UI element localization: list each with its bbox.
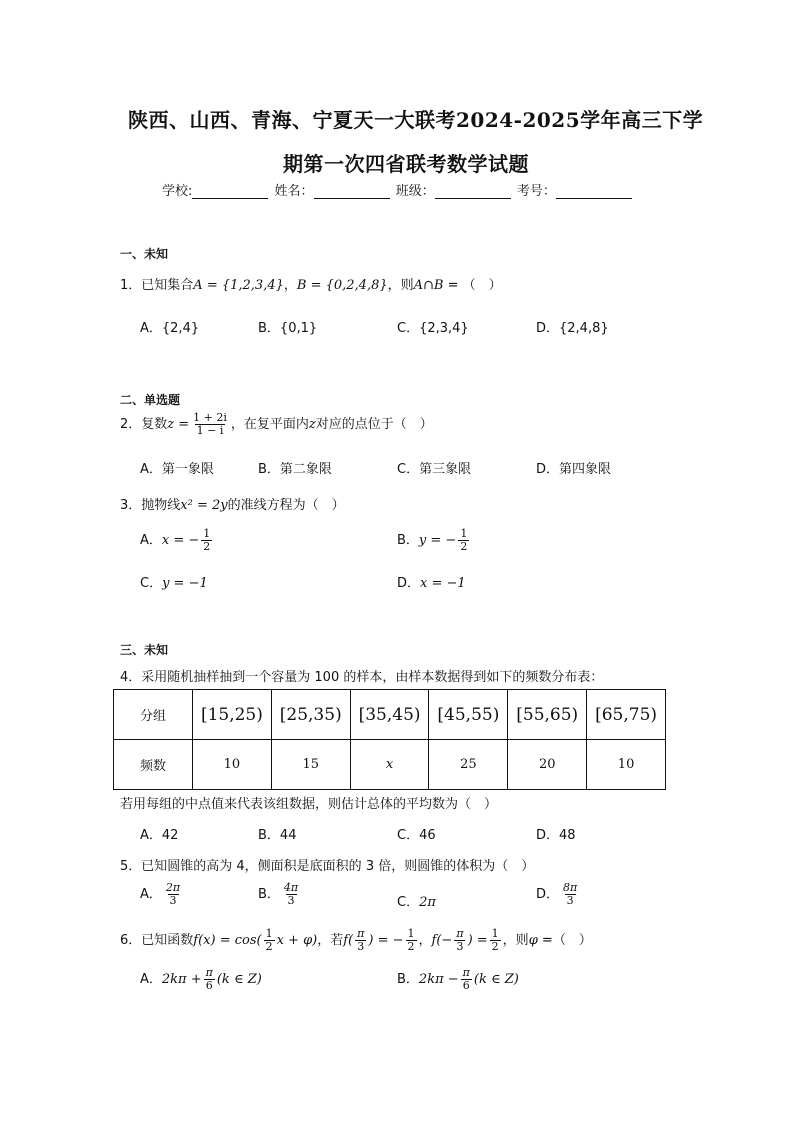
variable-phi: φ [528, 933, 538, 948]
variable-z: z [308, 417, 316, 432]
question-text: ，则 [502, 933, 529, 948]
q3-option-c [140, 572, 208, 591]
condition-expr: f( [343, 933, 354, 948]
question-number: 3． [120, 498, 142, 513]
complex-fraction [191, 412, 229, 437]
half-fraction [264, 928, 275, 953]
pi-sixth-fraction [461, 967, 472, 992]
q5-option-d [536, 882, 581, 907]
question-text: 已知集合 [141, 278, 194, 293]
fraction-numerator: 2π [165, 881, 181, 894]
table-cell-count: 25 [429, 740, 508, 790]
set-b: B = {0,2,4,8} [296, 278, 388, 293]
option-fraction [282, 882, 300, 907]
table-cell-interval: [15,25) [193, 690, 272, 740]
option-expr: (k ∈ Z) [216, 972, 262, 987]
option-label: C． [397, 895, 420, 910]
question-5 [120, 855, 534, 874]
fraction-denominator: 2 [407, 940, 415, 953]
question-number: 1． [120, 278, 142, 293]
question-text: 已知圆锥的高为 4，侧面积是底面积的 3 倍，则圆锥的体积为（ ） [141, 859, 535, 874]
section-heading-1: 一、未知 [120, 247, 169, 261]
table-cell-interval: [65,75) [587, 690, 666, 740]
intersection-expr: A∩B [413, 278, 444, 293]
fraction-numerator: 1 [407, 927, 415, 940]
q4-option-d: D．48 [536, 828, 576, 843]
frequency-table [113, 689, 666, 790]
fraction-numerator: π [357, 927, 365, 940]
q1-option-c: C．{2,3,4} [397, 321, 469, 336]
q5-option-b [258, 882, 302, 907]
half-fraction [201, 528, 212, 553]
option-label: D． [397, 576, 421, 591]
question-number: 5． [120, 859, 142, 874]
table-cell-count: 10 [193, 740, 272, 790]
function-def: x + φ) [276, 933, 318, 948]
q4-followup: 若用每组的中点值来代表该组数据，则估计总体的平均数为（ ） [120, 797, 498, 812]
pi-third-fraction [454, 928, 465, 953]
question-number: 2． [120, 417, 142, 432]
school-blank[interactable] [192, 184, 268, 199]
table-cell-count: 10 [587, 740, 666, 790]
half-fraction [406, 928, 417, 953]
question-text: 抛物线 [141, 498, 181, 513]
half-fraction [458, 528, 469, 553]
condition-expr: f(− [431, 933, 453, 948]
complex-lhs: z = [167, 417, 190, 432]
section-heading-2: 二、单选题 [120, 393, 181, 407]
table-cell-interval: [25,35) [271, 690, 350, 740]
q4-option-a: A．42 [140, 828, 179, 843]
fraction-numerator: 1 [491, 927, 499, 940]
table-cell-interval: [55,65) [508, 690, 587, 740]
q1-option-a: A．{2,4} [140, 321, 200, 336]
fraction-numerator: 4π [283, 881, 299, 894]
name-label: 姓名： [274, 184, 314, 199]
q6-option-a [140, 967, 262, 992]
option-expr: x = − [161, 533, 200, 548]
fraction-numerator: 1 [203, 527, 211, 540]
name-blank[interactable] [314, 184, 390, 199]
fraction-denominator: 3 [456, 940, 464, 953]
question-2 [120, 412, 433, 437]
question-4 [120, 666, 603, 685]
set-a: A = {1,2,3,4} [193, 278, 284, 293]
parabola-equation: x² = 2y [180, 498, 228, 513]
fraction-denominator: 3 [287, 894, 295, 907]
option-expr: y = − [418, 533, 457, 548]
fraction-denominator: 2 [265, 940, 273, 953]
fraction-denominator: 3 [357, 940, 365, 953]
option-label: B． [258, 887, 280, 902]
fraction-denominator: 2 [460, 540, 468, 553]
fraction-denominator: 1 − i [196, 424, 224, 437]
q2-option-c: C．第三象限 [397, 462, 472, 477]
q5-option-a [140, 882, 184, 907]
q2-option-b: B．第二象限 [258, 462, 332, 477]
option-label: B． [397, 533, 419, 548]
question-text: ，在复平面内 [230, 417, 309, 432]
student-info-row [162, 180, 634, 199]
table-cell-count: x [350, 740, 429, 790]
q3-option-d [397, 572, 466, 591]
exam-number-blank[interactable] [556, 184, 632, 199]
option-expr: 2kπ − [418, 972, 459, 987]
question-number: 6． [120, 933, 142, 948]
option-expr: x = −1 [420, 576, 466, 591]
option-label: A． [140, 972, 162, 987]
fraction-numerator: 1 [460, 527, 468, 540]
table-header-group: 分组 [114, 690, 193, 740]
option-expr: 2π [419, 895, 436, 910]
fraction-denominator: 6 [462, 979, 470, 992]
school-label: 学校: [162, 184, 193, 199]
class-blank[interactable] [435, 184, 511, 199]
question-text: 采用随机抽样抽到一个容量为 100 的样本，由样本数据得到如下的频数分布表： [141, 670, 604, 685]
option-expr: 2kπ + [161, 972, 202, 987]
table-cell-count: 15 [271, 740, 350, 790]
q1-option-b: B．{0,1} [258, 321, 318, 336]
fraction-numerator: π [462, 966, 470, 979]
fraction-denominator: 2 [203, 540, 211, 553]
table-row-counts [114, 740, 666, 790]
option-fraction [561, 882, 579, 907]
fraction-numerator: π [456, 927, 464, 940]
option-label: A． [140, 887, 162, 902]
question-number: 4． [120, 670, 142, 685]
question-1 [120, 274, 502, 293]
fraction-denominator: 2 [491, 940, 499, 953]
fraction-numerator: π [205, 966, 213, 979]
q4-option-b: B．44 [258, 828, 297, 843]
condition-expr: ) = − [368, 933, 404, 948]
section-heading-3: 三、未知 [120, 643, 169, 657]
q3-option-a [140, 528, 214, 553]
question-6 [120, 928, 592, 953]
fraction-denominator: 3 [566, 894, 574, 907]
fraction-denominator: 6 [205, 979, 213, 992]
question-text: = （ ） [443, 278, 502, 293]
question-text: 对应的点位于（ ） [315, 417, 433, 432]
punct: ， [418, 933, 432, 948]
condition-expr: ) = [467, 933, 488, 948]
question-text: ，则 [387, 278, 414, 293]
q6-option-b [397, 967, 519, 992]
table-row-intervals [114, 690, 666, 740]
q1-option-d: D．{2,4,8} [536, 321, 609, 336]
question-text: ，若 [317, 933, 344, 948]
option-expr: y = −1 [162, 576, 208, 591]
fraction-numerator: 1 + 2i [193, 411, 227, 424]
question-text: 的准线方程为（ ） [227, 498, 345, 513]
question-text: 已知函数 [141, 933, 194, 948]
class-label: 班级： [395, 184, 435, 199]
half-fraction [490, 928, 501, 953]
pi-sixth-fraction [204, 967, 215, 992]
pi-third-fraction [355, 928, 366, 953]
option-label: C． [140, 576, 163, 591]
question-text: 复数 [141, 417, 168, 432]
option-label: B． [397, 972, 419, 987]
function-def: f(x) = cos( [193, 933, 262, 948]
table-header-count: 频数 [114, 740, 193, 790]
option-label: D． [536, 887, 560, 902]
question-text: =（ ） [537, 933, 592, 948]
fraction-numerator: 8π [563, 881, 578, 894]
question-3 [120, 494, 345, 513]
exam-title-line1: 陕西、山西、青海、宁夏天一大联考2024-2025学年高三下学 [128, 108, 704, 132]
fraction-denominator: 3 [169, 894, 177, 907]
table-cell-interval: [35,45) [350, 690, 429, 740]
q3-option-b [397, 528, 471, 553]
exam-title-line2: 期第一次四省联考数学试题 [283, 152, 529, 176]
option-expr: (k ∈ Z) [473, 972, 519, 987]
q4-option-c: C．46 [397, 828, 436, 843]
table-cell-interval: [45,55) [429, 690, 508, 740]
option-fraction [164, 882, 182, 907]
q5-option-c [397, 891, 436, 910]
option-label: A． [140, 533, 162, 548]
table-cell-count: 20 [508, 740, 587, 790]
fraction-numerator: 1 [265, 927, 273, 940]
q2-option-a: A．第一象限 [140, 462, 214, 477]
q2-option-d: D．第四象限 [536, 462, 612, 477]
exam-number-label: 考号： [516, 184, 556, 199]
punct: ， [283, 278, 297, 293]
